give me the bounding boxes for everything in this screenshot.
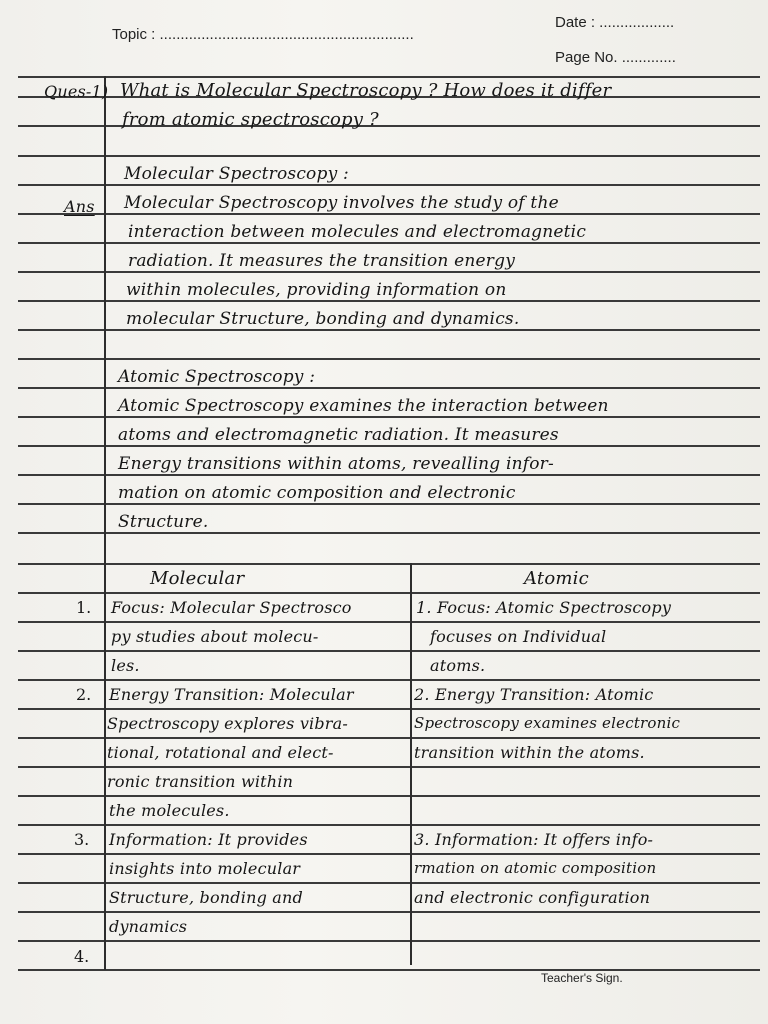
- page-number-label: Page No. .............: [555, 49, 676, 66]
- row2-right-line-1: 2. Energy Transition: Atomic: [414, 685, 654, 704]
- question-label: Ques-1): [44, 82, 109, 101]
- margin-line: [104, 76, 106, 970]
- molecular-line-5: molecular Structure, bonding and dynamics.: [126, 309, 520, 329]
- row3-right-line-1: 3. Information: It offers info-: [414, 830, 654, 849]
- molecular-line-1: Molecular Spectroscopy involves the study of the: [124, 193, 559, 213]
- row2-left-line-2: Spectroscopy explores vibra-: [107, 714, 349, 733]
- row1-left-line-3: les.: [111, 656, 140, 675]
- row-number-4: 4.: [74, 947, 90, 966]
- row3-left-line-4: dynamics: [109, 917, 188, 936]
- table-heading-molecular: Molecular: [150, 568, 245, 589]
- answer-label: Ans: [64, 197, 95, 216]
- teachers-sign-label: Teacher's Sign.: [541, 971, 623, 985]
- molecular-heading: Molecular Spectroscopy :: [124, 164, 349, 184]
- row2-left-line-4: ronic transition within: [107, 772, 294, 791]
- question-line-2: from atomic spectroscopy ?: [122, 109, 379, 130]
- row1-left-line-1: Focus: Molecular Spectrosco: [111, 598, 352, 617]
- molecular-line-2: interaction between molecules and electromagnetic: [128, 222, 587, 242]
- atomic-line-4: mation on atomic composition and electronic: [118, 483, 516, 503]
- row-number-2: 2.: [76, 685, 92, 704]
- table-column-divider: [410, 563, 412, 965]
- row-number-3: 3.: [74, 830, 90, 849]
- molecular-line-3: radiation. It measures the transition energy: [128, 251, 516, 271]
- row3-right-line-3: and electronic configuration: [414, 888, 651, 907]
- row1-left-line-2: py studies about molecu-: [111, 627, 319, 646]
- row1-right-line-3: atoms.: [430, 656, 486, 675]
- table-heading-atomic: Atomic: [524, 568, 589, 589]
- row3-left-line-3: Structure, bonding and: [109, 888, 303, 907]
- row1-right-line-2: focuses on Individual: [430, 627, 607, 646]
- row3-left-line-2: insights into molecular: [109, 859, 301, 878]
- atomic-line-2: atoms and electromagnetic radiation. It measures: [118, 425, 559, 445]
- row2-right-line-3: transition within the atoms.: [414, 743, 645, 762]
- atomic-line-5: Structure.: [118, 512, 209, 532]
- date-label: Date : ..................: [555, 14, 675, 31]
- row2-left-line-5: the molecules.: [109, 801, 230, 820]
- molecular-line-4: within molecules, providing information on: [126, 280, 507, 300]
- row2-left-line-3: tional, rotational and elect-: [107, 743, 334, 762]
- topic-label: Topic : .............................................................: [112, 26, 414, 43]
- atomic-heading: Atomic Spectroscopy :: [118, 367, 316, 387]
- atomic-line-1: Atomic Spectroscopy examines the interaction between: [118, 396, 609, 416]
- row3-left-line-1: Information: It provides: [109, 830, 308, 849]
- row3-right-line-2: rmation on atomic composition: [414, 859, 657, 877]
- row2-left-line-1: Energy Transition: Molecular: [109, 685, 354, 704]
- question-line-1: What is Molecular Spectroscopy ? How does it differ: [120, 80, 612, 101]
- row2-right-line-2: Spectroscopy examines electronic: [414, 714, 681, 732]
- row-number-1: 1.: [76, 598, 92, 617]
- atomic-line-3: Energy transitions within atoms, revealling infor-: [118, 454, 554, 474]
- row1-right-line-1: 1. Focus: Atomic Spectroscopy: [416, 598, 672, 617]
